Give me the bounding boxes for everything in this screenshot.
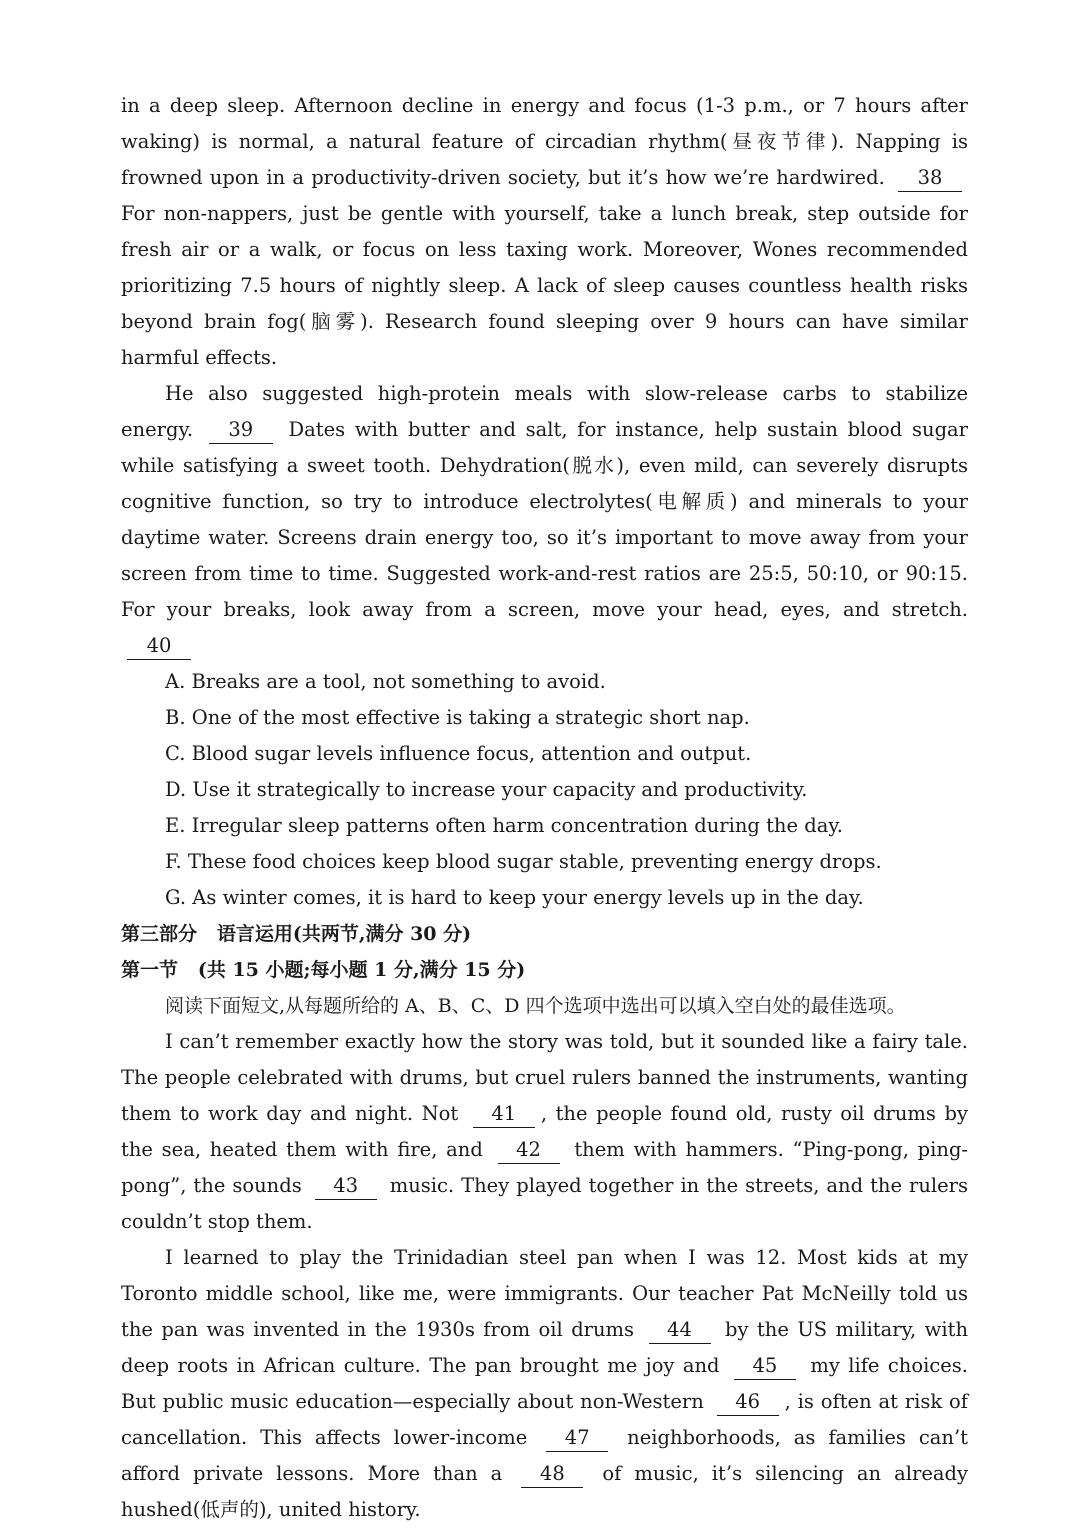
cloze-text: of music, it’s silencing an already hushed(低声的), united history.	[121, 1462, 968, 1521]
option-a: A. Breaks are a tool, not something to avoid.	[165, 670, 606, 693]
cloze-text: them with hammers. “Ping-pong, ping-pong”, the sounds	[121, 1138, 969, 1197]
passage-text: For non-nappers, just be gentle with yourself, take a lunch break, step outside for fresh air or a walk, or focus on less taxing work. Moreover, Wones recommended prioritizing 7.5 hours of nightly sleep. A lack of sleep causes countless health risks beyond brain fog(脑雾). Research found sleeping over 9 hours can have similar harmful effects.	[121, 202, 968, 369]
blank-38: 38	[898, 165, 962, 192]
blank-47: 47	[546, 1425, 608, 1452]
cloze-text: my life choices. But public music education—especially about non-Western	[121, 1354, 968, 1413]
blank-40: 40	[127, 633, 191, 660]
option-f: F. These food choices keep blood sugar stable, preventing energy drops.	[165, 850, 882, 873]
option-c: C. Blood sugar levels influence focus, attention and output.	[165, 742, 752, 765]
answer-options	[121, 664, 968, 916]
blank-41: 41	[473, 1101, 535, 1128]
blank-43: 43	[315, 1173, 377, 1200]
blank-42: 42	[498, 1137, 560, 1164]
blank-46: 46	[717, 1389, 779, 1416]
section-1-heading: 第一节 (共 15 小题;每小题 1 分,满分 15 分)	[121, 959, 526, 981]
cloze-text: , is often at risk of cancellation. This affects lower-income	[121, 1390, 968, 1449]
passage-text: Dates with butter and salt, for instance, help sustain blood sugar while satisfying a sweet tooth. Dehydration(脱水), even mild, can severely disrupts cognitive function, so try to introduce electrolytes(电解质) and minerals to your daytime water. Screens drain energy too, so it’s important to move away from your screen from time to time. Suggested work-and-rest ratios are 25:5, 50:10, or 90:15. For your breaks, look away from a screen, move your head, eyes, and stretch.	[121, 418, 969, 621]
passage-paragraph-1	[121, 88, 968, 376]
part-3-heading: 第三部分 语言运用(共两节,满分 30 分)	[121, 923, 472, 945]
blank-45: 45	[734, 1353, 796, 1380]
cloze-text: , the people found old, rusty oil drums by the sea, heated them with fire, and	[121, 1102, 968, 1161]
cloze-text: I can’t remember exactly how the story was told, but it sounded like a fairy tale. The people celebrated with drums, but cruel rulers banned the instruments, wanting them to work day and night. Not	[121, 1030, 968, 1125]
cloze-instruction: 阅读下面短文,从每题所给的 A、B、C、D 四个选项中选出可以填入空白处的最佳选项。	[165, 995, 906, 1017]
cloze-text: I learned to play the Trinidadian steel pan when I was 12. Most kids at my Toronto middle school, like me, were immigrants. Our teacher Pat McNeilly told us the pan was invented in the 1930s from oil drums	[121, 1246, 968, 1341]
blank-39: 39	[209, 417, 273, 444]
option-b: B. One of the most effective is taking a strategic short nap.	[165, 706, 750, 729]
passage-text: in a deep sleep. Afternoon decline in energy and focus (1-3 p.m., or 7 hours after waking) is normal, a natural feature of circadian rhythm(昼夜节律). Napping is frowned upon in a productivity-driven society, but it’s how we’re hardwired.	[121, 94, 968, 189]
cloze-text: music. They played together in the streets, and the rulers couldn’t stop them.	[121, 1174, 968, 1233]
cloze-paragraph-2	[121, 1240, 968, 1528]
option-d: D. Use it strategically to increase your capacity and productivity.	[165, 778, 808, 801]
option-g: G. As winter comes, it is hard to keep your energy levels up in the day.	[165, 886, 864, 909]
cloze-paragraph-1	[121, 1024, 968, 1240]
blank-44: 44	[649, 1317, 711, 1344]
passage-paragraph-2	[121, 376, 968, 664]
option-e: E. Irregular sleep patterns often harm concentration during the day.	[165, 814, 843, 837]
cloze-text: neighborhoods, as families can’t afford private lessons. More than a	[121, 1426, 969, 1485]
cloze-text: by the US military, with deep roots in African culture. The pan brought me joy and	[121, 1318, 969, 1377]
blank-48: 48	[521, 1461, 583, 1488]
passage-text: He also suggested high-protein meals with slow-release carbs to stabilize energy.	[121, 382, 968, 441]
